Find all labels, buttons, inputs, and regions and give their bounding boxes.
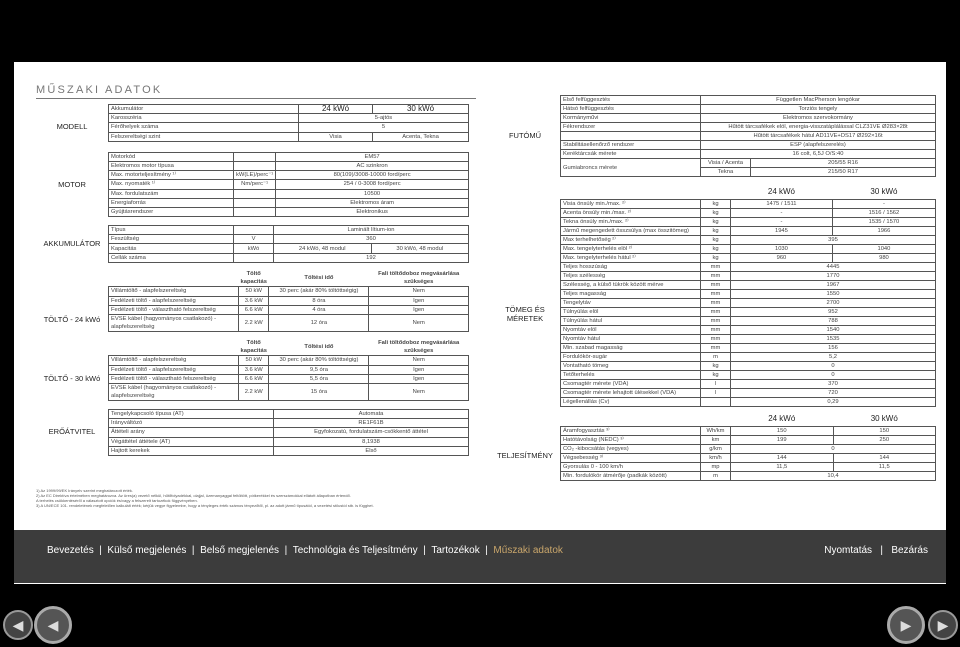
table-cell: Min. szabad magasság [561, 343, 701, 352]
motor-label: MOTOR [58, 179, 86, 189]
right-column [490, 95, 936, 481]
nav-technologia[interactable]: Technológia és Teljesítmény [292, 545, 418, 556]
table-cell: 1967 [731, 280, 936, 289]
table-cell: 0 [731, 370, 936, 379]
table-cell: mm [701, 271, 731, 280]
table-cell: Gyorsulás 0 - 100 km/h [561, 463, 701, 472]
table-row [561, 397, 936, 406]
table-cell: 720 [731, 388, 936, 397]
table-row [561, 316, 936, 325]
eroatvitel-section [36, 409, 469, 456]
table-cell: Visia önsúly min./max. ²⁾ [561, 199, 701, 208]
table-cell: mm [701, 289, 731, 298]
table-cell: - [731, 208, 833, 217]
table-cell: 1540 [731, 325, 936, 334]
skip-forward-icon: ▶ [937, 616, 949, 633]
nav-tartozekok[interactable]: Tartozékok [431, 545, 480, 556]
akku-table: Típus Laminált lítium-ion Feszültség V 360 Kapacitás kWó 24 kWó, 48 modul 30 kWó, 48 modul Cellák száma 192 [108, 225, 469, 263]
table-row [561, 379, 936, 388]
left-column [36, 104, 469, 456]
table-cell: 5,2 [731, 352, 936, 361]
table-cell: 2700 [731, 298, 936, 307]
table-row [561, 325, 936, 334]
table-cell: Szélesség, a külső tükrök között mérve [561, 280, 701, 289]
footnote: A terhelés csökkentéséről a választott opciók és/vagy a felszerelt tartozékok függvényében. [36, 498, 198, 503]
table-cell: Túlnyúlás hátul [561, 316, 701, 325]
nav-separator: | [279, 545, 293, 556]
table-cell: 150 [731, 427, 834, 436]
table-cell: Csomagtér mérete lehajtott ülésekkel (VDA) [561, 388, 701, 397]
table-cell: mm [701, 307, 731, 316]
table-row [561, 226, 936, 235]
futomu-label: FUTÓMŰ [508, 131, 542, 140]
table-cell: mm [701, 316, 731, 325]
table-cell: Teljes magasság [561, 289, 701, 298]
tolto30-section [36, 338, 469, 401]
table-row [561, 253, 936, 262]
eroatvitel-label: ERŐÁTVITEL [48, 426, 96, 436]
table-cell: CO₂ -kibocsátás (vegyes) [561, 445, 701, 454]
table-row [561, 244, 936, 253]
table-cell: Acenta önsúly min./max. ²⁾ [561, 208, 701, 217]
footnote: 1) Az 1999/99/EK Irányelv szerint meghatározott érték. [36, 488, 133, 493]
table-cell: Max terhelhetőség ²⁾ [561, 235, 701, 244]
table-row [561, 463, 936, 472]
tolto24-label: TÖLTŐ - 24 kWó [43, 314, 101, 324]
nav-muszaki-adatok[interactable]: Műszaki adatok [493, 545, 563, 556]
table-row [561, 217, 936, 226]
table-cell: l [701, 379, 731, 388]
table-cell: kg [701, 361, 731, 370]
table-row [561, 271, 936, 280]
table-cell: m [701, 352, 731, 361]
table-row [561, 445, 936, 454]
nav-separator: | [186, 545, 201, 556]
table-cell: 395 [731, 235, 936, 244]
table-cell: 11,5 [731, 463, 834, 472]
akku-label: AKKUMULÁTOR [43, 239, 101, 249]
teljesitmeny-section [490, 413, 936, 482]
table-cell: Min. fordulókör átmérője (padkák között) [561, 472, 701, 481]
arrow-right-icon: ▶ [900, 616, 912, 633]
table-cell: kg [701, 370, 731, 379]
table-cell: 980 [832, 253, 935, 262]
table-cell: mm [701, 334, 731, 343]
nav-separator: | [479, 545, 494, 556]
nav-bevezetes[interactable]: Bevezetés [47, 545, 94, 556]
nav-right: Nyomtatás | Bezárás [824, 545, 928, 556]
table-cell: mm [701, 325, 731, 334]
footnote: 3) A UN/ECE 101. rendeletének megfelelően kalkulált érték; kérjük vegye figyelembe, hogy a tényleges érték számos tényezőtől, pl. az adott jármű típusától, a vezetési stílustól stb. is függhet. [36, 503, 374, 508]
table-cell: 960 [731, 253, 833, 262]
table-cell: 952 [731, 307, 936, 316]
table-row [561, 352, 936, 361]
next-page-button[interactable] [887, 606, 925, 644]
table-row [561, 280, 936, 289]
table-cell: 0 [731, 445, 936, 454]
table-cell: km [701, 436, 731, 445]
table-cell: 0,29 [731, 397, 936, 406]
futomu-section [490, 95, 936, 177]
page-title: MŰSZAKI ADATOK [36, 84, 163, 96]
table-cell: mm [701, 298, 731, 307]
table-cell: 144 [833, 454, 936, 463]
table-row [561, 199, 936, 208]
table-cell: 1040 [832, 244, 935, 253]
table-cell: Tekna önsúly min./max. ²⁾ [561, 217, 701, 226]
footnotes [36, 488, 476, 508]
table-cell: kg [701, 226, 731, 235]
modell-table: Akkumulátor 24 kWó 30 kWó Karosszéria 5-ajtós Férőhelyek száma 5 Felszereltségi szint Visia Acenta, Tekna [108, 104, 469, 142]
spec-page [14, 62, 946, 584]
table-cell: 1770 [731, 271, 936, 280]
tomeg-section [490, 185, 936, 407]
table-row [561, 262, 936, 271]
table-cell: 11,5 [833, 463, 936, 472]
table-cell: 370 [731, 379, 936, 388]
motor-table: Motorkód EM57 Elektromos motor típusa AC szinkron Max. motorteljesítmény ¹⁾ kW(LE)/perc⁻¹ 80(109)/3008-10000 ford/perc Max. nyomaték ¹⁾ Nm/perc⁻¹ 254 / 0-3008 ford/perc Max. fordulatszám 10500 Energiaforrás Elektromos áram Gyújtásrendszer Elektronikus [108, 152, 469, 217]
table-cell: 1966 [832, 226, 935, 235]
table-cell: mm [701, 280, 731, 289]
teljesitmeny-label: TELJESÍTMÉNY [497, 450, 553, 460]
table-cell: 788 [731, 316, 936, 325]
table-cell: - [731, 217, 833, 226]
futomu-table: Első felfüggesztés Független MacPherson lengókar Hátsó felfüggesztés Torziós tengely Kormányművi Elektromos szervokormány Fékrendszer Hűtött tárcsafékek elöl, energia-visszatáplálással CLZ31VE Ø283×28t Hűtött tárcsafékek hátul AD11VE+DS17 Ø292×16t Stabilitásellenőrző rendszer ESP (alapfelszerelés) Keréktárcsák mérete 16 colt, 6,5J O/S:40 Gumiabroncs mérete Visia / Acenta 205/55 R16 Tekna 215/50 R17 [560, 95, 936, 177]
table-cell: 1516 / 1562 [832, 208, 935, 217]
tolto24-section [36, 269, 469, 332]
table-cell: kg [701, 235, 731, 244]
table-cell: Hatótávolság (NEDC) ³⁾ [561, 436, 701, 445]
akku-section [36, 225, 469, 263]
table-cell: Csomagtér mérete (VDA) [561, 379, 701, 388]
table-row [561, 436, 936, 445]
table-cell: Tengelytáv [561, 298, 701, 307]
motor-section [36, 152, 469, 217]
table-row [561, 370, 936, 379]
table-cell: Túlnyúlás elöl [561, 307, 701, 316]
nav-separator: | [417, 545, 432, 556]
tomeg-label: TÖMEG ÉS MÉRETEK [505, 305, 545, 323]
table-cell: 156 [731, 343, 936, 352]
table-cell: 150 [833, 427, 936, 436]
table-cell: Teljes hosszúság [561, 262, 701, 271]
nav-separator: | [93, 545, 108, 556]
table-cell: Max. tengelyterhelés hátul ²⁾ [561, 253, 701, 262]
eroatvitel-table: Tengelykapcsoló típusa (AT) Automata Irányváltózó RE1F61B Áttételi arány Egyfokozatú, fordulatszám-csökkentő áttétel Végáttétel áttétele (AT) 8,1938 Hajtott kerekek Első [108, 409, 469, 456]
table-cell [701, 397, 731, 406]
table-cell: 1030 [731, 244, 833, 253]
table-cell: kg [701, 253, 731, 262]
table-row [561, 235, 936, 244]
table-cell: 144 [731, 454, 834, 463]
table-cell: mp [701, 463, 731, 472]
table-cell: Vontatható tömeg [561, 361, 701, 370]
table-row [561, 208, 936, 217]
table-cell: 199 [731, 436, 834, 445]
table-cell: Teljes szélesség [561, 271, 701, 280]
modell-section [36, 104, 469, 142]
table-row [561, 334, 936, 343]
table-row [561, 307, 936, 316]
tolto30-label: TÖLTŐ - 30 kWó [43, 373, 101, 383]
table-cell: 1475 / 1511 [731, 199, 833, 208]
table-cell: Végsebesség ³⁾ [561, 454, 701, 463]
table-cell: l [701, 388, 731, 397]
table-row [561, 298, 936, 307]
nav-belso[interactable]: Belső megjelenés [200, 545, 280, 556]
prev-page-button[interactable] [34, 606, 72, 644]
skip-back-icon: ◀ [12, 616, 24, 633]
first-page-button[interactable] [3, 610, 33, 640]
table-cell: Nyomtáv elöl [561, 325, 701, 334]
table-row [561, 289, 936, 298]
table-cell: 10,4 [731, 472, 936, 481]
table-cell: 1535 / 1570 [832, 217, 935, 226]
table-cell: kg [701, 217, 731, 226]
table-row [561, 388, 936, 397]
table-cell: Áramfogyasztás ³⁾ [561, 427, 701, 436]
table-cell: Fordulókör-sugár [561, 352, 701, 361]
table-cell: Wh/km [701, 427, 731, 436]
table-cell: 1945 [731, 226, 833, 235]
table-row [561, 343, 936, 352]
bottom-nav-bar [14, 530, 946, 583]
table-cell: Nyomtáv hátul [561, 334, 701, 343]
table-cell: Légellenállás (Cv) [561, 397, 701, 406]
nav-links [47, 545, 563, 556]
table-cell: 1535 [731, 334, 936, 343]
table-cell: 4445 [731, 262, 936, 271]
table-cell: g/km [701, 445, 731, 454]
table-row [561, 427, 936, 436]
table-row [561, 361, 936, 370]
last-page-button[interactable] [928, 610, 958, 640]
tolto24-table: Töltő kapacitás Töltési idő Fali töltődoboz megvásárlása szükséges Villámtöltő - alapfelszereltség 50 kW 30 perc (akár 80% töltöttségig) Nem Fedélzeti töltő - alapfelszereltség 3.6 kW 8 óra Igen Fedélzeti töltő - választható felszereltség 6.6 kW 4 óra Igen EVSE kábel (hagyományos csatlakozó) - alapfelszereltség 2.2 kW 12 óra Nem [108, 269, 469, 332]
arrow-left-icon: ◀ [47, 616, 59, 633]
table-cell: 1550 [731, 289, 936, 298]
table-cell: Max. tengelyterhelés elöl ²⁾ [561, 244, 701, 253]
tolto30-table: Töltő kapacitás Töltési idő Fali töltődoboz megvásárlása szükséges Villámtöltő - alapfelszereltség 50 kW 30 perc (akár 80% töltöttségig) Nem Fedélzeti töltő - alapfelszereltség 3.6 kW 9,5 óra Igen Fedélzeti töltő - választható felszereltség 6.6 kW 5,5 óra Igen EVSE kábel (hagyományos csatlakozó) - alapfelszereltség 2.2 kW 15 óra Nem [108, 338, 469, 401]
table-cell: kg [701, 244, 731, 253]
table-cell: mm [701, 262, 731, 271]
teljesitmeny-table: 24 kWó 30 kWó Áramfogyasztás ³⁾ Wh/km 150 150 Hatótávolság (NEDC) ³⁾ km 199 250 CO₂ -kibocsátás (vegyes) g/km 0 Végsebesség ³⁾ km/h 144 144 Gyorsulás 0 - 100 km/h mp 11,5 11,5 Min. fordulókör átmérője (padkák között) m 10,4 [560, 413, 936, 482]
modell-label: MODELL [56, 122, 88, 131]
table-cell: Tetőterhelés [561, 370, 701, 379]
table-cell: - [832, 199, 935, 208]
title-underline [36, 98, 476, 99]
print-link[interactable]: Nyomtatás [824, 545, 873, 556]
table-cell: 250 [833, 436, 936, 445]
table-cell: 0 [731, 361, 936, 370]
table-cell: Jármű megengedett összsúlya (max összitömeg) [561, 226, 701, 235]
nav-kulso[interactable]: Külső megjelenés [107, 545, 187, 556]
footnote: 2) Az EC Direktíva értelmében meghatározva. Az üres(a) vezető nélkül, hűtőfolyadékkal, olajjal, üzemanyaggal feltöltött, pótkerékkel és szerszámokkal ellátott állapotban értendő. [36, 493, 351, 498]
close-link[interactable]: Bezárás [891, 545, 928, 556]
table-row [561, 454, 936, 463]
table-cell: m [701, 472, 731, 481]
table-row [561, 472, 936, 481]
tomeg-table: 24 kWó 30 kWó Visia önsúly min./max. ²⁾ kg 1475 / 1511 - Acenta önsúly min./max. ²⁾ kg - 1516 / 1562 Tekna önsúly min./max. ²⁾ kg - 1535 / 1570 Jármű megengedett összsúlya (max összitömeg) kg 1945 1966 Max terhelhetőség ²⁾ kg 395 Max. tengelyterhelés elöl ²⁾ kg 1030 1040 Max. tengelyterhelés hátul ²⁾ kg 960 980 Teljes hosszúság mm 4445 Teljes szélesség mm 1770 Szélesség, a külső tükrök között mérve mm 1967 Teljes magasság mm 1550 Tengelytáv mm 2700 Túlnyúlás elöl mm 952 Túlnyúlás hátul mm 788 Nyomtáv elöl mm 1540 Nyomtáv hátul mm 1535 Min. szabad magasság mm 156 Fordulókör-sugár m 5,2 Vontatható tömeg kg 0 Tetőterhelés kg 0 Csomagtér mérete (VDA) l 370 Csomagtér mérete lehajtott ülésekkel (VDA) l 720 Légellenállás (Cv) 0,29 [560, 185, 936, 407]
table-cell: mm [701, 343, 731, 352]
table-cell: km/h [701, 454, 731, 463]
table-cell: kg [701, 199, 731, 208]
table-cell: kg [701, 208, 731, 217]
